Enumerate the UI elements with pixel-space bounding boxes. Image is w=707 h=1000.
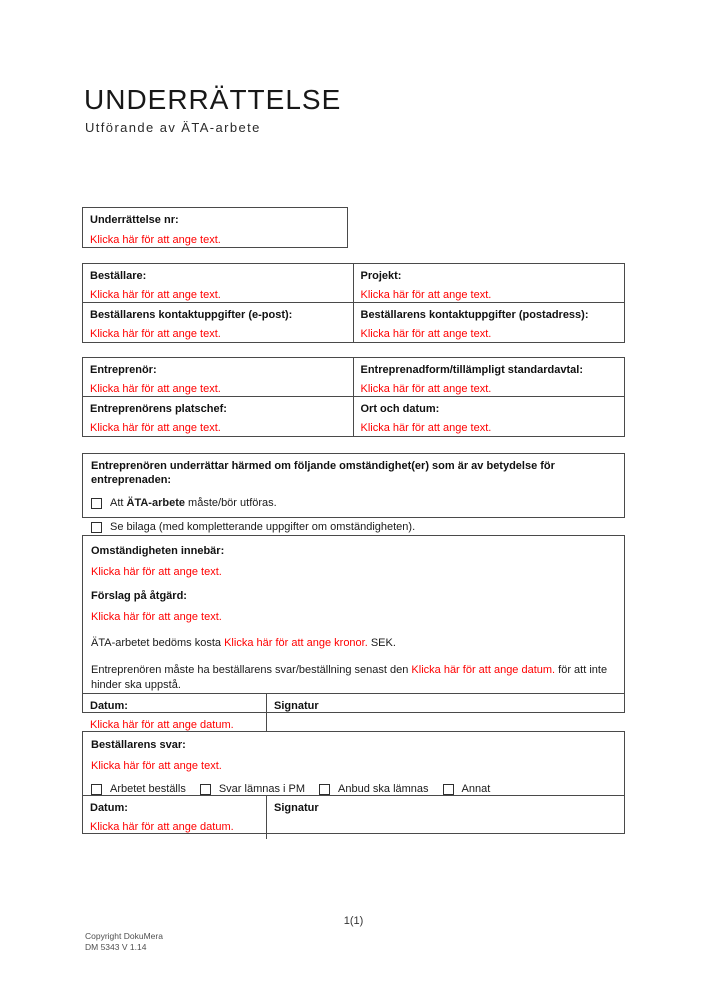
circumstance-date-label: Datum: (90, 700, 128, 712)
page-subtitle: Utförande av ÄTA-arbete (85, 120, 261, 135)
answer-date-placeholder[interactable]: Klicka här för att ange datum. (90, 821, 234, 833)
ata-arbete-checkbox-label: Att ÄTA-arbete måste/bör utföras. (110, 497, 277, 509)
ata-arbete-checkbox-row (91, 496, 616, 511)
cell-entreprenor (83, 358, 354, 397)
bilaga-checkbox-label: Se bilaga (med kompletterande uppgifter om omständigheten). (110, 521, 416, 533)
kontakt-epost-label: Beställarens kontaktuppgifter (e-post): (90, 309, 293, 321)
client-project-table (82, 263, 625, 343)
deadline-line: Entreprenören måste ha beställarens svar/beställning senast den Klicka här för att ange datum. för att inte hinder ska uppstå. (91, 664, 608, 691)
cell-kontakt-epost (83, 303, 354, 342)
arbetet-bestalls-option: Arbetet beställs (91, 783, 186, 795)
bilaga-checkbox-icon[interactable] (91, 522, 102, 533)
cost-line: ÄTA-arbetet bedöms kosta Klicka här för att ange kronor. SEK. (91, 637, 396, 649)
page-number: 1(1) (343, 915, 364, 927)
entreprenadform-label: Entreprenadform/tillämpligt standardavtal: (360, 364, 583, 376)
answer-box (82, 731, 625, 834)
anbud-lamnas-checkbox-icon[interactable] (319, 784, 330, 795)
cell-platschef (83, 397, 354, 436)
cell-ort-datum (354, 397, 625, 436)
answer-signature-cell (267, 796, 624, 839)
ort-datum-placeholder[interactable]: Klicka här för att ange text. (360, 422, 492, 434)
platschef-placeholder[interactable]: Klicka här för att ange text. (90, 422, 221, 434)
arbetet-bestalls-checkbox-icon[interactable] (91, 784, 102, 795)
atgard-placeholder[interactable]: Klicka här för att ange text. (91, 611, 222, 623)
entreprenor-placeholder[interactable]: Klicka här för att ange text. (90, 383, 221, 395)
copyright-line: Copyright DokuMera (85, 931, 163, 941)
circumstance-content (83, 536, 624, 693)
ata-arbete-checkbox-icon[interactable] (91, 498, 102, 509)
svar-lamnas-option: Svar lämnas i PM (200, 783, 305, 795)
contractor-table (82, 357, 625, 437)
circumstance-signature-label: Signatur (274, 700, 319, 712)
bestallare-label: Beställare: (90, 270, 147, 282)
platschef-label: Entreprenörens platschef: (90, 403, 227, 415)
bilaga-checkbox-row (91, 520, 616, 535)
kontakt-postadress-label: Beställarens kontaktuppgifter (postadress): (360, 309, 589, 321)
circumstance-date-placeholder[interactable]: Klicka här för att ange datum. (90, 719, 234, 731)
cost-placeholder[interactable]: Klicka här för att ange kronor. (224, 637, 368, 649)
projekt-placeholder[interactable]: Klicka här för att ange text. (360, 289, 492, 301)
deadline-placeholder[interactable]: Klicka här för att ange datum. (411, 664, 556, 676)
cell-bestallare (83, 264, 354, 303)
cell-projekt (354, 264, 625, 303)
notice-number-box (82, 207, 348, 248)
notification-heading: Entreprenören underrättar härmed om följande omständighet(er) som är av betydelse för entreprenaden: (91, 460, 555, 486)
entreprenor-label: Entreprenör: (90, 364, 157, 376)
footer-copyright (85, 931, 163, 952)
answer-content (83, 732, 624, 795)
circumstance-box (82, 535, 625, 731)
kontakt-postadress-placeholder[interactable]: Klicka här för att ange text. (360, 328, 492, 340)
notification-box (82, 453, 625, 533)
projekt-label: Projekt: (360, 270, 402, 282)
answer-date-label: Datum: (90, 802, 128, 814)
kontakt-epost-placeholder[interactable]: Klicka här för att ange text. (90, 328, 221, 340)
omstandighet-placeholder[interactable]: Klicka här för att ange text. (91, 566, 222, 578)
answer-signature-label: Signatur (274, 802, 319, 814)
cell-kontakt-postadress (354, 303, 625, 342)
svar-lamnas-checkbox-icon[interactable] (200, 784, 211, 795)
circumstance-signature-row (83, 693, 624, 734)
answer-signature-row (83, 795, 624, 836)
version-line: DM 5343 V 1.14 (85, 941, 147, 952)
answer-date-cell (83, 796, 267, 839)
ort-datum-label: Ort och datum: (360, 403, 440, 415)
omstandighet-label: Omständigheten innebär: (91, 545, 225, 557)
answer-placeholder[interactable]: Klicka här för att ange text. (91, 760, 222, 772)
atgard-label: Förslag på åtgärd: (91, 590, 187, 602)
notice-number-label: Underrättelse nr: (90, 214, 179, 226)
bestallare-placeholder[interactable]: Klicka här för att ange text. (90, 289, 221, 301)
anbud-lamnas-option: Anbud ska lämnas (319, 783, 429, 795)
page-title: UNDERRÄTTELSE (84, 84, 342, 115)
annat-option: Annat (443, 783, 491, 795)
answer-checkbox-row (91, 783, 616, 795)
notice-number-placeholder[interactable]: Klicka här för att ange text. (90, 234, 221, 246)
answer-label: Beställarens svar: (91, 739, 186, 751)
entreprenadform-placeholder[interactable]: Klicka här för att ange text. (360, 383, 492, 395)
cell-entreprenadform (354, 358, 625, 397)
annat-checkbox-icon[interactable] (443, 784, 454, 795)
